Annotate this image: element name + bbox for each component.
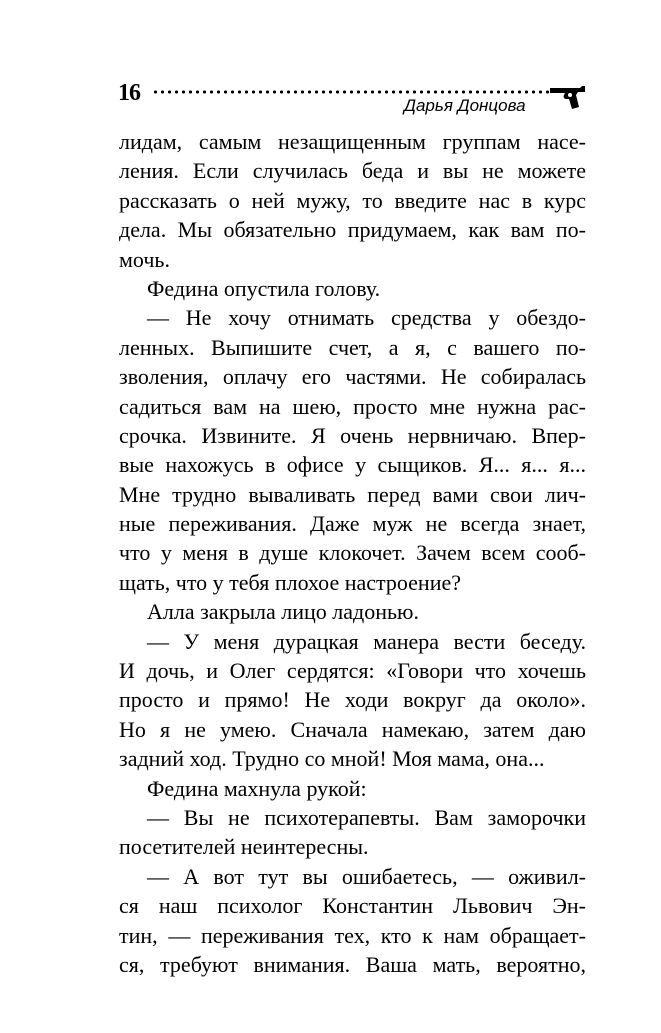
text-line: лидам, самым незащищенным группам насе- [119,129,586,154]
text-line: ленных. Выпишите счет, а я, с вашего по- [119,334,586,360]
text-line: — У меня дурацкая манера вести беседу. [147,628,586,654]
text-line: ся, требуют внимания. Ваша мать, вероятно, [119,951,586,977]
text-line: — Не хочу отнимать средства у обездо- [147,305,586,331]
text-line: — А вот тут вы ошибаетесь, — оживил- [147,863,586,889]
text-line: срочка. Извините. Я очень нервничаю. Впер- [119,422,586,448]
text-line: посетителей неинтересны. [119,834,369,860]
text-line: что у меня в душе клокочет. Зачем всем сооб- [119,540,586,566]
text-line: щать, что у тебя плохое настроение? [119,569,462,595]
text-line: ные переживания. Даже муж не всегда знает, [119,511,586,537]
text-line: Но я не умею. Сначала намекаю, затем даю [119,716,586,742]
text-line: вые нахожусь в офисе у сыщиков. Я... я... я... [119,452,586,478]
running-head-author: Дарья Донцова [404,96,526,115]
text-line: ся наш психолог Константин Львович Эн- [119,893,586,919]
text-line: И дочь, и Олег сердятся: «Говори что хочешь [119,658,586,684]
text-line: садиться вам на шею, просто мне нужна рас- [119,393,586,419]
text-line: задний ход. Трудно со мной! Моя мама, она... [119,746,545,772]
text-line: мочь. [119,246,170,272]
text-line: зволения, оплачу его частями. Не собиралась [119,364,586,390]
revolver-icon [548,82,588,112]
body-text [119,127,586,979]
text-line: Федина махнула рукой: [147,775,367,801]
text-line: ления. Если случилась беда и вы не можете [119,158,586,184]
text-line: Мне трудно вываливать перед вами свои лич- [119,481,586,507]
page-number: 16 [118,80,140,106]
text-line: тин, — переживания тех, кто к нам обращает- [119,922,586,948]
text-line: рассказать о ней мужу, то введите нас в курс [119,187,586,213]
text-line: просто и прямо! Не ходи вокруг да около». [119,687,586,713]
text-line: — Вы не психотерапевты. Вам заморочки [147,804,586,830]
text-line: Алла закрыла лицо ладонью. [147,599,419,625]
text-line: Федина опустила голову. [147,275,381,301]
dot-leader [152,90,552,94]
text-line: дела. Мы обязательно придумаем, как вам по- [119,217,586,243]
